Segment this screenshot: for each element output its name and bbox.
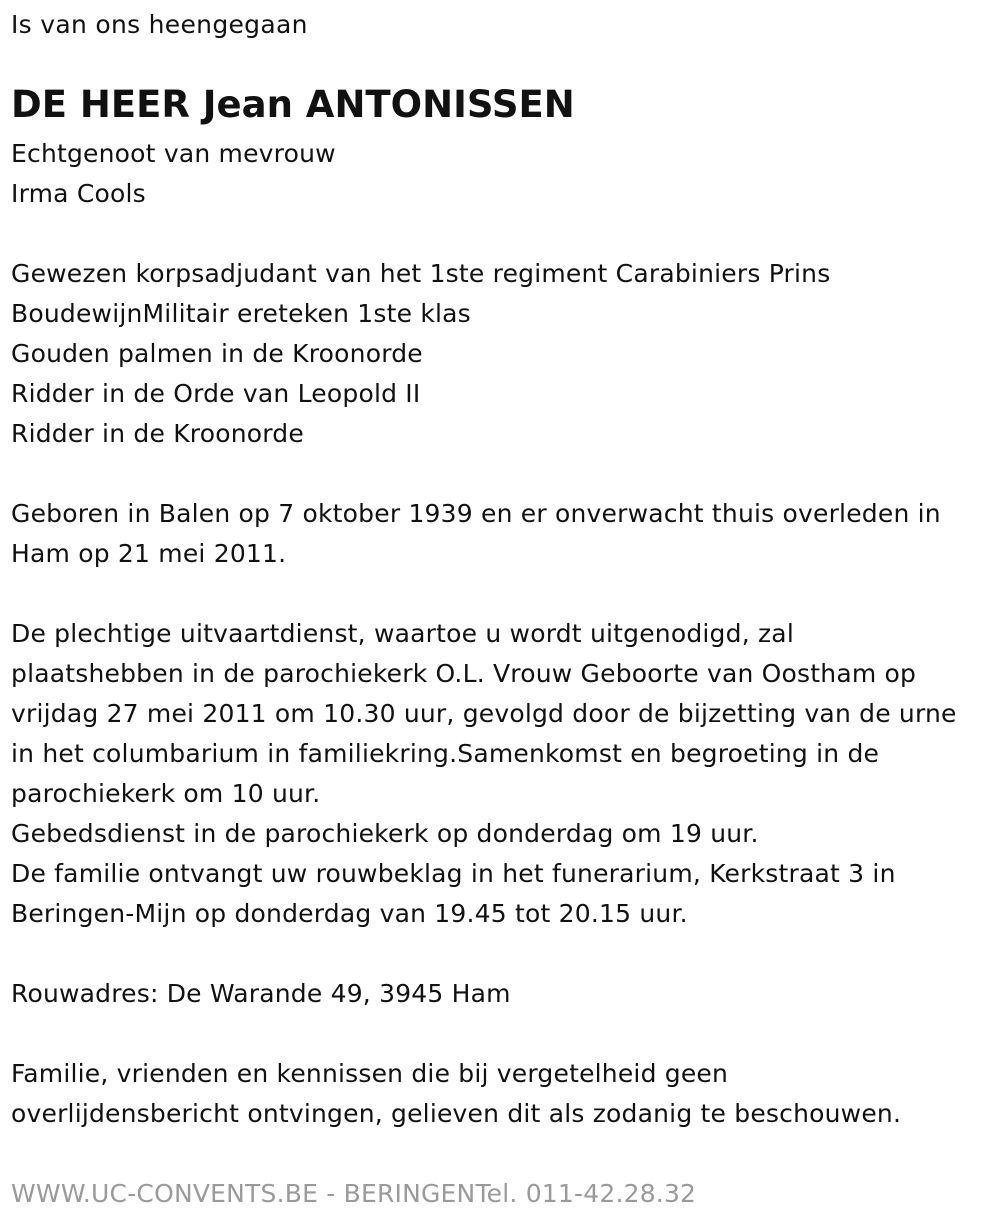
title-line: Gewezen korpsadjudant van het 1ste regiment Carabiniers Prins xyxy=(11,259,831,288)
spouse-line: Irma Cools xyxy=(11,179,146,208)
service-line: De plechtige uitvaartdienst, waartoe u wordt uitgenodigd, zal xyxy=(11,619,794,648)
closing-block xyxy=(11,1054,991,1134)
closing-line: overlijdensbericht ontvingen, gelieven dit als zodanig te beschouwen. xyxy=(11,1099,902,1128)
service-line: plaatshebben in de parochiekerk O.L. Vrouw Geboorte van Oostham op xyxy=(11,659,917,688)
service-line: vrijdag 27 mei 2011 om 10.30 uur, gevolgd door de bijzetting van de urne xyxy=(11,699,957,728)
spouse-line: Echtgenoot van mevrouw xyxy=(11,139,336,168)
closing-line: Familie, vrienden en kennissen die bij vergetelheid geen xyxy=(11,1059,729,1088)
title-line: Ridder in de Kroonorde xyxy=(11,419,304,448)
title-line: Gouden palmen in de Kroonorde xyxy=(11,339,423,368)
footer-contact: WWW.UC-CONVENTS.BE - BERINGENTel. 011-42.28.32 xyxy=(11,1179,697,1208)
birth-death-block xyxy=(11,494,991,574)
intro-text: Is van ons heengegaan xyxy=(11,10,308,39)
title-line: Ridder in de Orde van Leopold II xyxy=(11,379,421,408)
spouse-block xyxy=(11,134,991,214)
title-line: BoudewijnMilitair ereteken 1ste klas xyxy=(11,299,471,328)
service-line: Beringen-Mijn op donderdag van 19.45 tot 20.15 uur. xyxy=(11,899,688,928)
funeral-service-block xyxy=(11,614,991,934)
address-line: Rouwadres: De Warande 49, 3945 Ham xyxy=(11,979,511,1008)
birth-death-line: Geboren in Balen op 7 oktober 1939 en er onverwacht thuis overleden in xyxy=(11,499,941,528)
mourning-address xyxy=(11,974,991,1014)
service-line: parochiekerk om 10 uur. xyxy=(11,779,321,808)
service-line: in het columbarium in familiekring.Samenkomst en begroeting in de xyxy=(11,739,880,768)
service-line: De familie ontvangt uw rouwbeklag in het funerarium, Kerkstraat 3 in xyxy=(11,859,896,888)
deceased-name: DE HEER Jean ANTONISSEN xyxy=(11,83,575,126)
titles-block xyxy=(11,254,991,454)
service-line: Gebedsdienst in de parochiekerk op donderdag om 19 uur. xyxy=(11,819,759,848)
birth-death-line: Ham op 21 mei 2011. xyxy=(11,539,287,568)
